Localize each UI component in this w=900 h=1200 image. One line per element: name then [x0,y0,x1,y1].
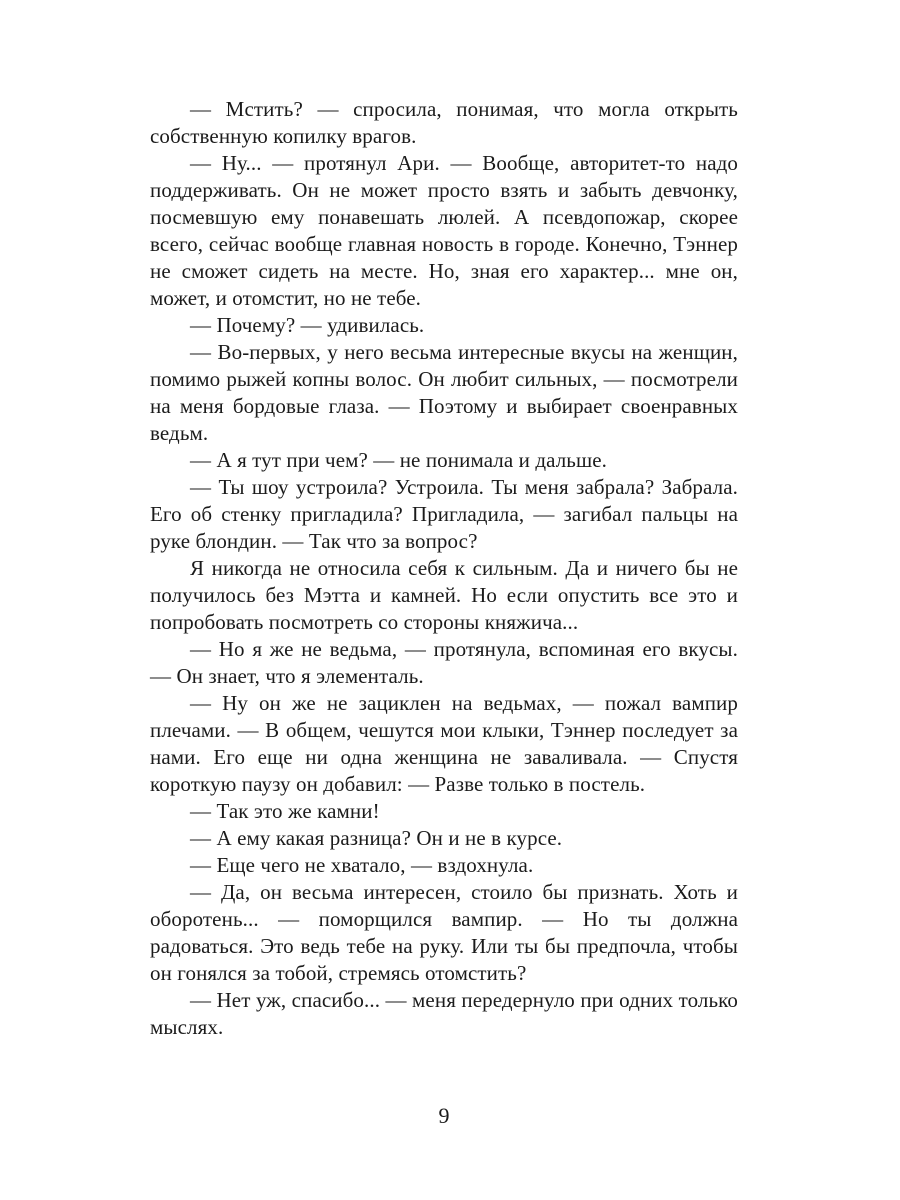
paragraph: — Ты шоу устроила? Устроила. Ты меня забрала? Забрала. Его об стенку пригладила? Пригладила, — загибал пальцы на руке блондин. — Так что за вопрос? [150,475,738,553]
paragraph: — Нет уж, спасибо... — меня передернуло при одних только мыслях. [150,988,738,1039]
paragraph: Я никогда не относила себя к сильным. Да и ничего бы не получилось без Мэтта и камней. Но если опустить все это и попробовать посмотреть со стороны княжича... [150,556,738,634]
page-number: 9 [438,1103,450,1128]
paragraph: — А ему какая разница? Он и не в курсе. [190,826,563,850]
paragraph: — Во-первых, у него весьма интересные вкусы на женщин, помимо рыжей копны волос. Он любит сильных, — посмотрели на меня бордовые глаза. — Поэтому и выбирает своенравных ведьм. [150,340,738,445]
paragraph: — Ну он же не зациклен на ведьмах, — пожал вампир плечами. — В общем, чешутся мои клыки, Тэннер последует за нами. Его еще ни одна женщина не заваливала. — Спустя короткую паузу он добавил: — Разве только в постель. [150,691,738,796]
paragraph: — А я тут при чем? — не понимала и дальше. [190,448,608,472]
paragraph: — Так это же камни! [190,799,380,823]
paragraph: — Да, он весьма интересен, стоило бы признать. Хоть и оборотень... — поморщился вампир. — Но ты должна радоваться. Это ведь тебе на руку. Или ты бы предпочла, чтобы он гонялся за тобой, стремясь отомстить? [150,880,738,985]
paragraph: — Но я же не ведьма, — протянула, вспоминая его вкусы. — Он знает, что я элементаль. [150,637,738,688]
body-text [150,96,738,1041]
paragraph: — Мстить? — спросила, понимая, что могла открыть собственную копилку врагов. [150,97,738,148]
paragraph: — Ну... — протянул Ари. — Вообще, авторитет-то надо поддерживать. Он не может просто взять и забыть девчонку, посмевшую ему понавешать люлей. А псевдопожар, скорее всего, сейчас вообще главная новость в городе. Конечно, Тэннер не сможет сидеть на месте. Но, зная его характер... мне он, может, и отомстит, но не тебе. [150,151,738,310]
paragraph: — Еще чего не хватало, — вздохнула. [190,853,534,877]
paragraph: — Почему? — удивилась. [190,313,425,337]
